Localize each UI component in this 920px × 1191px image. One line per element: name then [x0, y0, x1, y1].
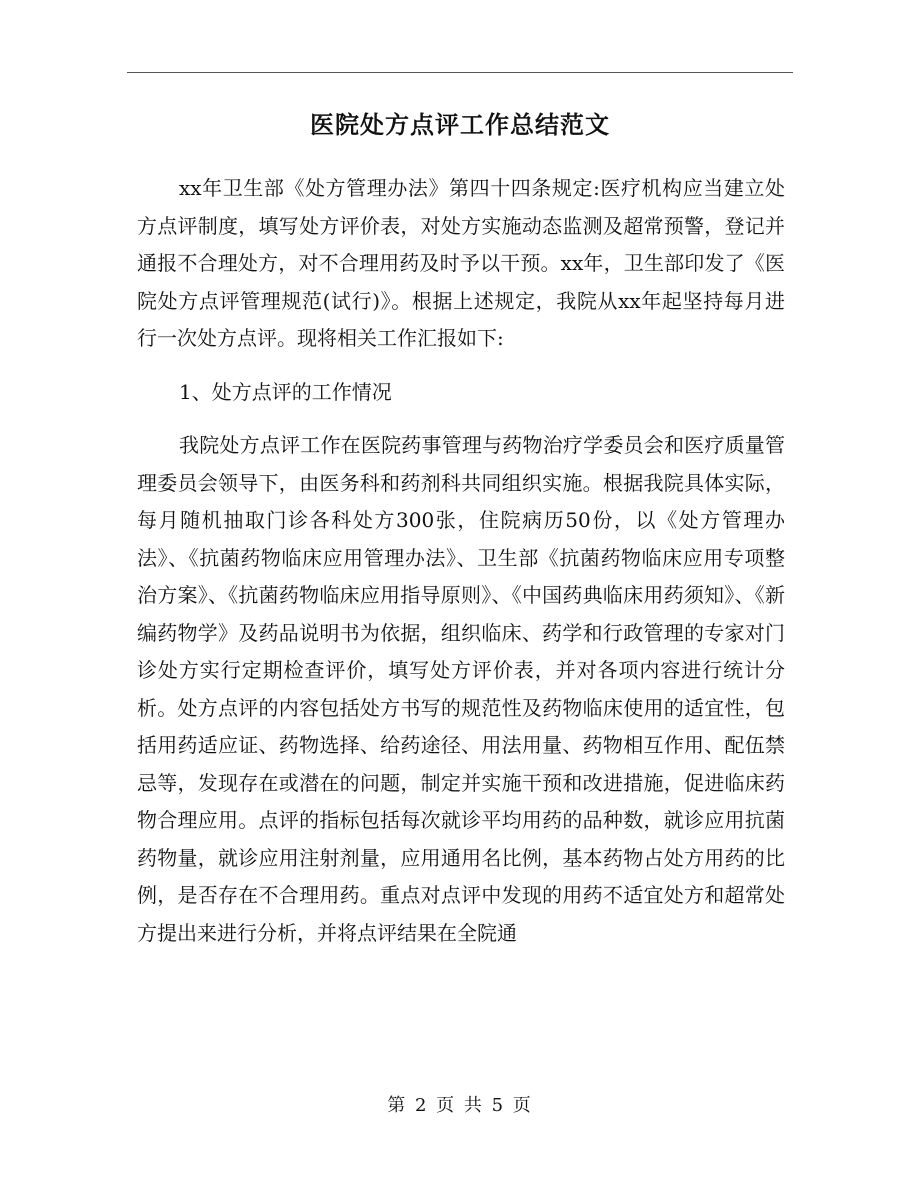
paragraph-work-status: 我院处方点评工作在医院药事管理与药物治疗学委员会和医疗质量管理委员会领导下，由医务科和药剂科共同组织实施。根据我院具体实际，每月随机抽取门诊各科处方300张，住院病历50份，以《处方管理办法》、《抗菌药物临床应用管理办法》、卫生部《抗菌药物临床应用专项整治方案》、《抗菌药物临床应用指导原则》、《中国药典临床用药须知》、《新编药物学》及药品说明书为依据，组织临床、药学和行政管理的专家对门诊处方实行定期检查评价，填写处方评价表，并对各项内容进行统计分析。处方点评的内容包括处方书写的规范性及药物临床使用的适宜性，包括用药适应证、药物选择、给药途径、用法用量、药物相互作用、配伍禁忌等，发现存在或潜在的问题，制定并实施干预和改进措施，促进临床药物合理应用。点评的指标包括每次就诊平均用药的品种数，就诊应用抗菌药物量，就诊应用注射剂量，应用通用名比例，基本药物占处方用药的比例，是否存在不合理用药。重点对点评中发现的用药不适宜处方和超常处方提出来进行分析，并将点评结果在全院通	[137, 433, 785, 945]
document-body	[137, 170, 785, 952]
header-rule	[127, 72, 793, 73]
paragraph-intro: xx年卫生部《处方管理办法》第四十四条规定:医疗机构应当建立处方点评制度，填写处方评价表，对处方实施动态监测及超常预警，登记并通报不合理处方，对不合理用药及时予以干预。xx年，卫生部印发了《医院处方点评管理规范(试行)》。根据上述规定，我院从xx年起坚持每月进行一次处方点评。现将相关工作汇报如下:	[137, 176, 785, 350]
section-heading-1: 1、处方点评的工作情况	[179, 379, 392, 404]
document-title: 医院处方点评工作总结范文	[310, 110, 610, 139]
page-number: 第 2 页 共 5 页	[387, 1095, 533, 1116]
